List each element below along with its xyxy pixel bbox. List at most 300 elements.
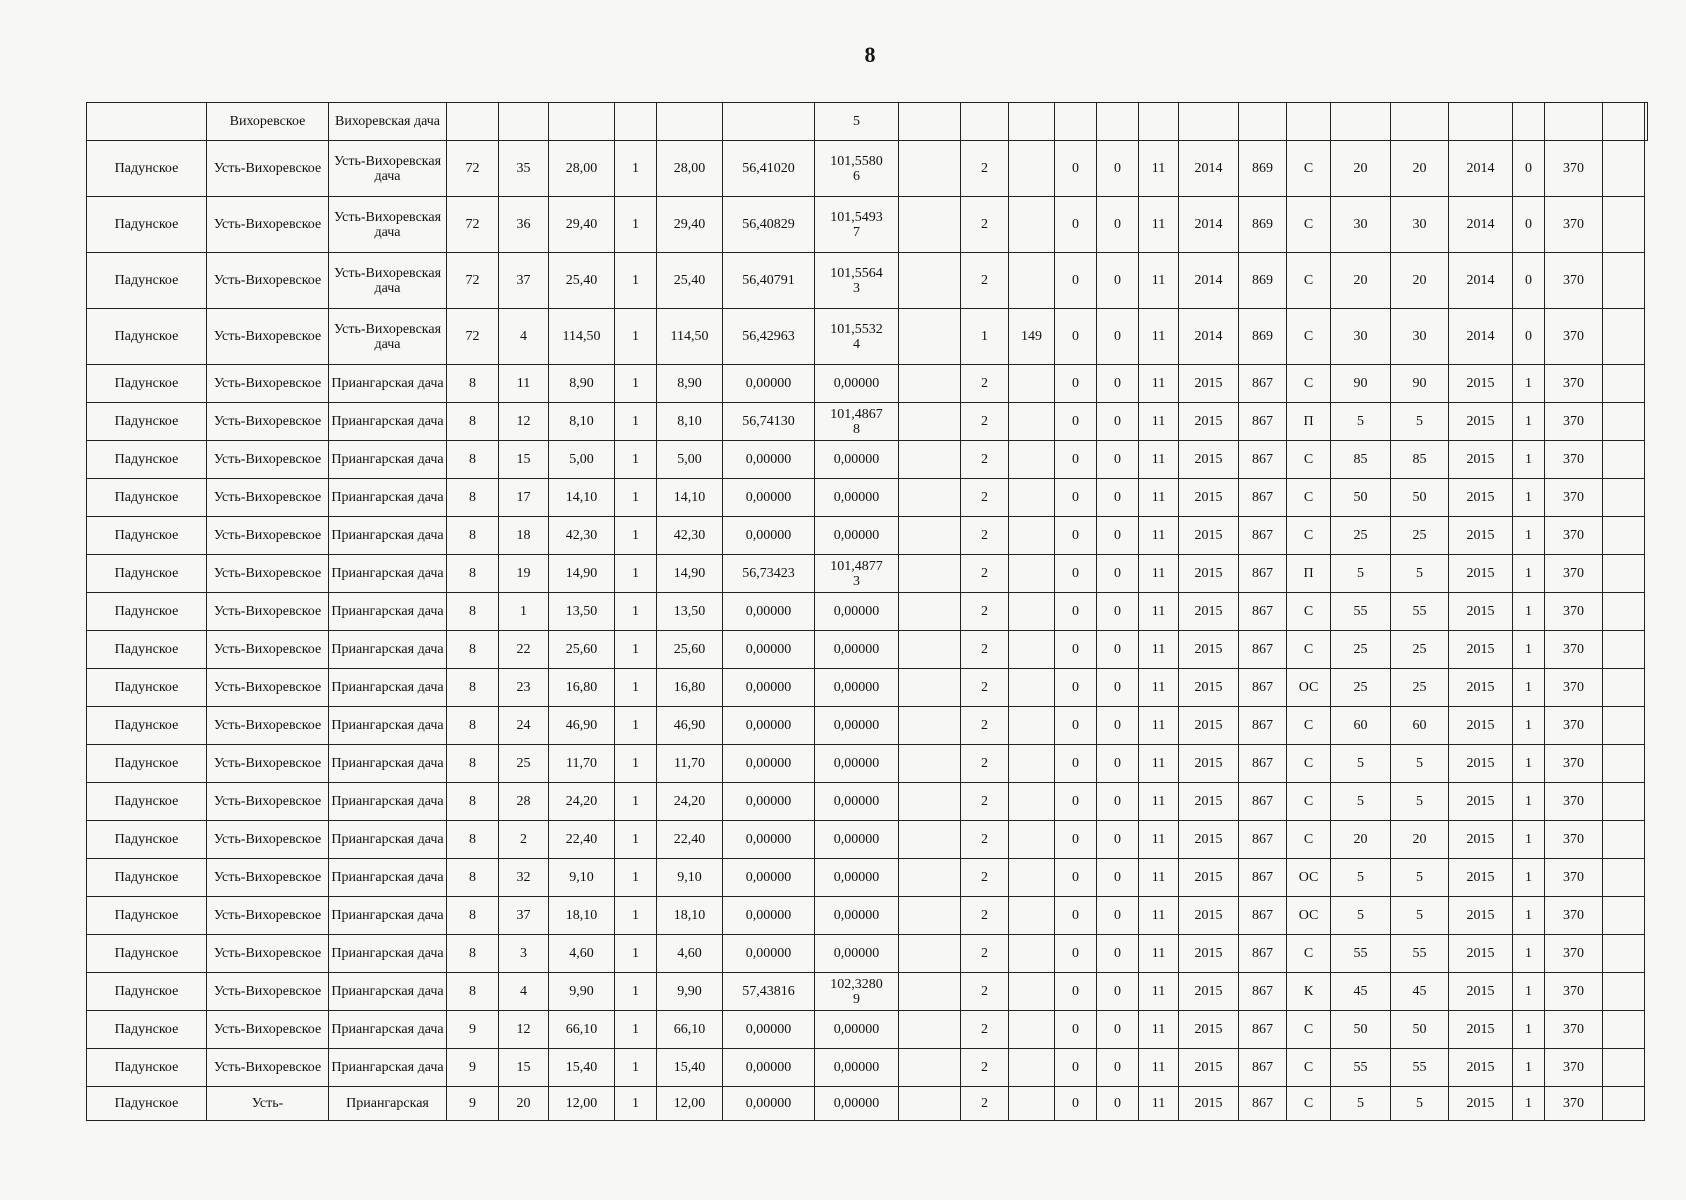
table-cell: 1 <box>1513 593 1545 631</box>
table-row <box>87 197 1648 253</box>
table-cell: 4 <box>499 309 549 365</box>
table-row <box>87 365 1648 403</box>
table-cell: 42,30 <box>549 517 615 555</box>
table-cell: 0 <box>1055 669 1097 707</box>
table-cell: 3 <box>499 935 549 973</box>
table-cell: 20 <box>1391 141 1449 197</box>
table-cell: 370 <box>1545 253 1603 309</box>
table-cell: Падунское <box>87 593 207 631</box>
table-cell: 90 <box>1391 365 1449 403</box>
table-cell: 0 <box>1055 1049 1097 1087</box>
table-cell <box>899 441 961 479</box>
table-cell: 9 <box>447 1087 499 1121</box>
table-cell: 1 <box>1513 745 1545 783</box>
table-cell: 0,00000 <box>723 517 815 555</box>
table-cell: 0 <box>1097 973 1139 1011</box>
table-row <box>87 593 1648 631</box>
table-cell: 14,10 <box>549 479 615 517</box>
table-cell: 5 <box>815 103 899 141</box>
table-cell <box>499 103 549 141</box>
table-cell: 8 <box>447 441 499 479</box>
table-cell: 11 <box>1139 141 1179 197</box>
table-cell: 2015 <box>1179 707 1239 745</box>
table-cell: 2 <box>961 859 1009 897</box>
table-cell: 12,00 <box>549 1087 615 1121</box>
table-cell: Приангарская дача <box>329 973 447 1011</box>
table-cell: Усть-Вихоревская дача <box>329 197 447 253</box>
table-cell: 8 <box>447 707 499 745</box>
table-cell: 370 <box>1545 403 1603 441</box>
table-cell: 1 <box>1513 365 1545 403</box>
table-cell: 2015 <box>1179 935 1239 973</box>
table-cell: 2014 <box>1179 253 1239 309</box>
table-cell <box>1009 365 1055 403</box>
table-cell: 0 <box>1097 1011 1139 1049</box>
table-cell: 0 <box>1097 197 1139 253</box>
table-cell <box>899 403 961 441</box>
table-cell: 11 <box>1139 555 1179 593</box>
table-cell: 13,50 <box>549 593 615 631</box>
table-cell: 2015 <box>1449 365 1513 403</box>
table-cell <box>1545 103 1603 141</box>
table-cell: 0,00000 <box>723 365 815 403</box>
table-cell: 0 <box>1055 631 1097 669</box>
table-cell: 869 <box>1239 253 1287 309</box>
table-cell: Падунское <box>87 441 207 479</box>
table-cell: 25 <box>499 745 549 783</box>
table-cell: 2015 <box>1179 783 1239 821</box>
table-cell: 56,40791 <box>723 253 815 309</box>
table-cell: 867 <box>1239 745 1287 783</box>
table-cell: 1 <box>615 253 657 309</box>
table-cell: 56,74130 <box>723 403 815 441</box>
table-cell: С <box>1287 1011 1331 1049</box>
table-cell: 32 <box>499 859 549 897</box>
table-cell: 867 <box>1239 1087 1287 1121</box>
table-cell: 9 <box>447 1011 499 1049</box>
table-cell: Усть-Вихоревское <box>207 403 329 441</box>
table-cell: 1 <box>1513 1049 1545 1087</box>
table-cell: С <box>1287 517 1331 555</box>
table-cell: Приангарская дача <box>329 821 447 859</box>
table-cell: 0 <box>1055 973 1097 1011</box>
table-cell: 370 <box>1545 745 1603 783</box>
table-cell: 2 <box>961 197 1009 253</box>
table-cell: 2015 <box>1179 973 1239 1011</box>
table-cell: Вихоревское <box>207 103 329 141</box>
table-cell: 11 <box>1139 1049 1179 1087</box>
table-cell: 66,10 <box>657 1011 723 1049</box>
table-cell: 5 <box>1331 555 1391 593</box>
table-cell: Усть-Вихоревское <box>207 1049 329 1087</box>
table-cell: 9 <box>447 1049 499 1087</box>
table-cell: 28,00 <box>657 141 723 197</box>
table-cell: 101,5580 6 <box>815 141 899 197</box>
table-cell: 11 <box>1139 517 1179 555</box>
table-cell: С <box>1287 197 1331 253</box>
table-cell: 72 <box>447 253 499 309</box>
table-cell: 11 <box>1139 897 1179 935</box>
table-cell: С <box>1287 365 1331 403</box>
table-row <box>87 707 1648 745</box>
table-cell: 18,10 <box>657 897 723 935</box>
table-cell: 56,42963 <box>723 309 815 365</box>
table-cell: 11 <box>1139 1087 1179 1121</box>
table-cell: 1 <box>1513 669 1545 707</box>
table-cell <box>899 555 961 593</box>
table-cell: 0,00000 <box>815 935 899 973</box>
table-cell: 0,00000 <box>815 441 899 479</box>
table-row <box>87 1011 1648 1049</box>
table-cell: 56,40829 <box>723 197 815 253</box>
table-cell: 2 <box>961 669 1009 707</box>
table-row <box>87 821 1648 859</box>
table-cell: 4,60 <box>657 935 723 973</box>
table-cell: 11 <box>1139 593 1179 631</box>
table-cell: 11 <box>1139 821 1179 859</box>
table-cell: 11 <box>1139 441 1179 479</box>
table-cell <box>1009 1049 1055 1087</box>
table-cell: 25 <box>1331 517 1391 555</box>
table-cell: 867 <box>1239 403 1287 441</box>
table-cell <box>961 103 1009 141</box>
table-cell: 370 <box>1545 707 1603 745</box>
table-cell: 15 <box>499 1049 549 1087</box>
table-cell: 5 <box>1391 783 1449 821</box>
table-cell: 5 <box>1331 783 1391 821</box>
table-cell: 0,00000 <box>723 897 815 935</box>
table-cell: 20 <box>499 1087 549 1121</box>
table-cell: С <box>1287 441 1331 479</box>
table-cell: 9,10 <box>549 859 615 897</box>
table-cell <box>1603 103 1645 141</box>
table-cell: 0 <box>1097 859 1139 897</box>
table-cell: Усть-Вихоревское <box>207 935 329 973</box>
table-cell: 30 <box>1331 309 1391 365</box>
table-cell: 8 <box>447 517 499 555</box>
table-cell: 0,00000 <box>815 669 899 707</box>
table-cell <box>899 973 961 1011</box>
table-cell <box>1603 479 1645 517</box>
table-cell: 2014 <box>1449 253 1513 309</box>
table-cell: 867 <box>1239 1049 1287 1087</box>
table-cell: 2015 <box>1449 1049 1513 1087</box>
table-cell: 2015 <box>1179 1049 1239 1087</box>
table-cell: 90 <box>1331 365 1391 403</box>
table-cell: 0,00000 <box>815 1087 899 1121</box>
table-cell <box>1449 103 1513 141</box>
table-cell: 0 <box>1097 441 1139 479</box>
table-cell: 2015 <box>1449 1011 1513 1049</box>
table-cell: 0 <box>1513 197 1545 253</box>
table-cell: 370 <box>1545 821 1603 859</box>
table-cell: 0 <box>1097 669 1139 707</box>
table-cell: П <box>1287 403 1331 441</box>
table-cell <box>899 593 961 631</box>
table-cell: 25 <box>1331 631 1391 669</box>
table-cell <box>1603 441 1645 479</box>
table-cell: 50 <box>1391 1011 1449 1049</box>
table-cell: 0 <box>1097 555 1139 593</box>
table-cell <box>899 935 961 973</box>
table-cell: 0,00000 <box>815 479 899 517</box>
table-cell: 11 <box>1139 365 1179 403</box>
table-cell: 28,00 <box>549 141 615 197</box>
table-cell: Усть-Вихоревское <box>207 669 329 707</box>
table-cell: 2015 <box>1449 517 1513 555</box>
table-cell <box>1009 103 1055 141</box>
table-cell: 42,30 <box>657 517 723 555</box>
table-cell: 0 <box>1055 403 1097 441</box>
table-cell: 0,00000 <box>723 669 815 707</box>
table-cell: 370 <box>1545 783 1603 821</box>
table-cell <box>1009 1087 1055 1121</box>
table-cell: Усть-Вихоревское <box>207 309 329 365</box>
table-cell: Усть-Вихоревское <box>207 555 329 593</box>
table-cell: 8 <box>447 631 499 669</box>
table-cell: 2014 <box>1179 197 1239 253</box>
table-row <box>87 897 1648 935</box>
table-row <box>87 141 1648 197</box>
table-cell: 0 <box>1055 707 1097 745</box>
table-cell: 36 <box>499 197 549 253</box>
table-cell: 20 <box>1331 253 1391 309</box>
table-cell: 28 <box>499 783 549 821</box>
table-cell: Падунское <box>87 309 207 365</box>
table-cell: 50 <box>1331 479 1391 517</box>
table-cell: Падунское <box>87 707 207 745</box>
table-cell: 0,00000 <box>723 821 815 859</box>
table-cell: 1 <box>1513 1011 1545 1049</box>
table-cell <box>1009 859 1055 897</box>
table-cell: 2015 <box>1179 365 1239 403</box>
table-cell: 0,00000 <box>815 707 899 745</box>
table-cell: 29,40 <box>549 197 615 253</box>
table-cell <box>1603 821 1645 859</box>
table-cell: Падунское <box>87 631 207 669</box>
table-cell <box>1603 707 1645 745</box>
table-cell <box>1287 103 1331 141</box>
table-cell <box>1009 253 1055 309</box>
table-cell: 1 <box>615 897 657 935</box>
table-cell: 2015 <box>1449 669 1513 707</box>
table-row <box>87 555 1648 593</box>
table-cell <box>1645 103 1648 141</box>
table-cell: 2 <box>961 897 1009 935</box>
table-cell: 370 <box>1545 935 1603 973</box>
table-cell: 22,40 <box>657 821 723 859</box>
table-cell: 1 <box>1513 441 1545 479</box>
table-cell: 1 <box>1513 935 1545 973</box>
table-cell: 1 <box>615 555 657 593</box>
table-cell: 1 <box>499 593 549 631</box>
table-cell <box>87 103 207 141</box>
table-cell: 2015 <box>1179 669 1239 707</box>
table-cell: 1 <box>615 593 657 631</box>
table-cell: 2015 <box>1179 821 1239 859</box>
table-cell: 0 <box>1055 517 1097 555</box>
table-cell <box>1603 1087 1645 1121</box>
table-cell: 1 <box>615 973 657 1011</box>
table-cell: Приангарская дача <box>329 365 447 403</box>
table-cell: 1 <box>615 631 657 669</box>
table-cell: 8 <box>447 479 499 517</box>
table-cell: 5 <box>1391 1087 1449 1121</box>
table-cell: 0,00000 <box>723 479 815 517</box>
table-cell: 0 <box>1097 403 1139 441</box>
table-cell <box>899 309 961 365</box>
table-cell: 867 <box>1239 593 1287 631</box>
table-cell: 2 <box>961 1049 1009 1087</box>
table-cell <box>1009 555 1055 593</box>
table-cell <box>899 1049 961 1087</box>
table-cell: 9,10 <box>657 859 723 897</box>
table-cell: 0 <box>1097 141 1139 197</box>
table-cell <box>1603 197 1645 253</box>
table-cell: 2 <box>961 479 1009 517</box>
table-cell: 11 <box>1139 631 1179 669</box>
table-cell: 2015 <box>1179 479 1239 517</box>
table-cell: 11 <box>1139 935 1179 973</box>
table-cell <box>899 631 961 669</box>
table-cell: Падунское <box>87 253 207 309</box>
table-cell: 5 <box>1391 403 1449 441</box>
table-cell: 2 <box>961 1011 1009 1049</box>
table-cell: 2015 <box>1449 403 1513 441</box>
table-cell: 370 <box>1545 1087 1603 1121</box>
table-cell <box>1009 935 1055 973</box>
table-cell <box>1603 669 1645 707</box>
table-cell: 149 <box>1009 309 1055 365</box>
table-cell: 11 <box>1139 859 1179 897</box>
table-cell: 46,90 <box>549 707 615 745</box>
table-cell: 0 <box>1055 365 1097 403</box>
table-cell: 1 <box>615 1087 657 1121</box>
table-cell: Усть-Вихоревское <box>207 253 329 309</box>
table-cell: 0 <box>1055 935 1097 973</box>
table-cell: 2015 <box>1179 1087 1239 1121</box>
table-cell <box>1331 103 1391 141</box>
table-cell: 50 <box>1391 479 1449 517</box>
table-cell: 869 <box>1239 309 1287 365</box>
table-cell: 867 <box>1239 365 1287 403</box>
table-cell: 50 <box>1331 1011 1391 1049</box>
table-cell: 14,10 <box>657 479 723 517</box>
table-cell: Падунское <box>87 479 207 517</box>
table-cell: ОС <box>1287 897 1331 935</box>
table-cell <box>1603 745 1645 783</box>
table-cell: Усть-Вихоревское <box>207 593 329 631</box>
table-cell: 0 <box>1097 517 1139 555</box>
table-cell: Падунское <box>87 783 207 821</box>
page-number: 8 <box>864 42 876 67</box>
table-cell: 114,50 <box>549 309 615 365</box>
table-cell: 0,00000 <box>723 1011 815 1049</box>
table-cell: 12 <box>499 403 549 441</box>
table-cell: 23 <box>499 669 549 707</box>
table-cell <box>657 103 723 141</box>
table-cell: 8,90 <box>657 365 723 403</box>
table-cell: 2015 <box>1449 555 1513 593</box>
table-cell <box>1603 555 1645 593</box>
table-cell: 0 <box>1055 253 1097 309</box>
table-cell: 0 <box>1055 309 1097 365</box>
table-cell: 37 <box>499 897 549 935</box>
table-cell: Приангарская дача <box>329 783 447 821</box>
table-cell: 0 <box>1055 593 1097 631</box>
table-cell: 867 <box>1239 783 1287 821</box>
table-cell: 2015 <box>1179 1011 1239 1049</box>
table-cell: Падунское <box>87 859 207 897</box>
table-cell <box>1179 103 1239 141</box>
table-cell: 370 <box>1545 309 1603 365</box>
table-cell: 2 <box>961 365 1009 403</box>
table-cell <box>1009 197 1055 253</box>
table-cell: 2014 <box>1449 141 1513 197</box>
table-cell: 15 <box>499 441 549 479</box>
table-cell <box>1097 103 1139 141</box>
table-cell: 1 <box>615 707 657 745</box>
table-cell: 2015 <box>1179 403 1239 441</box>
table-cell: Падунское <box>87 197 207 253</box>
table-cell: 1 <box>1513 479 1545 517</box>
table-cell: 0,00000 <box>723 441 815 479</box>
table-cell: 8 <box>447 669 499 707</box>
table-cell: 0 <box>1055 197 1097 253</box>
table-cell: 30 <box>1331 197 1391 253</box>
table-row <box>87 253 1648 309</box>
table-cell: 867 <box>1239 441 1287 479</box>
table-cell: 0,00000 <box>815 1049 899 1087</box>
table-cell: 1 <box>615 309 657 365</box>
table-cell: 11 <box>499 365 549 403</box>
table-cell: С <box>1287 631 1331 669</box>
table-cell: 11 <box>1139 1011 1179 1049</box>
table-cell <box>1603 859 1645 897</box>
table-cell <box>1603 253 1645 309</box>
table-cell: 55 <box>1331 935 1391 973</box>
table-cell: 867 <box>1239 935 1287 973</box>
table-cell: 30 <box>1391 309 1449 365</box>
forest-plots-table <box>86 102 1648 1121</box>
table-cell: 0,00000 <box>815 631 899 669</box>
table-cell <box>1009 821 1055 859</box>
table-cell: 5 <box>1391 897 1449 935</box>
table-cell: 30 <box>1391 197 1449 253</box>
table-cell: 15,40 <box>657 1049 723 1087</box>
table-cell: 2015 <box>1449 783 1513 821</box>
table-cell: 2 <box>499 821 549 859</box>
table-cell: Усть-Вихоревское <box>207 783 329 821</box>
table-cell: 0,00000 <box>723 707 815 745</box>
table-cell: Приангарская <box>329 1087 447 1121</box>
table-cell: 1 <box>615 141 657 197</box>
table-cell: 12 <box>499 1011 549 1049</box>
table-cell: 37 <box>499 253 549 309</box>
table-cell <box>899 745 961 783</box>
table-cell: 29,40 <box>657 197 723 253</box>
table-cell: 370 <box>1545 517 1603 555</box>
table-row <box>87 103 1648 141</box>
table-cell <box>1009 897 1055 935</box>
table-cell: 370 <box>1545 973 1603 1011</box>
table-cell: 4,60 <box>549 935 615 973</box>
table-cell: 72 <box>447 197 499 253</box>
table-cell: 18 <box>499 517 549 555</box>
table-cell: 0 <box>1097 309 1139 365</box>
table-cell: 0 <box>1055 141 1097 197</box>
table-cell: 60 <box>1331 707 1391 745</box>
